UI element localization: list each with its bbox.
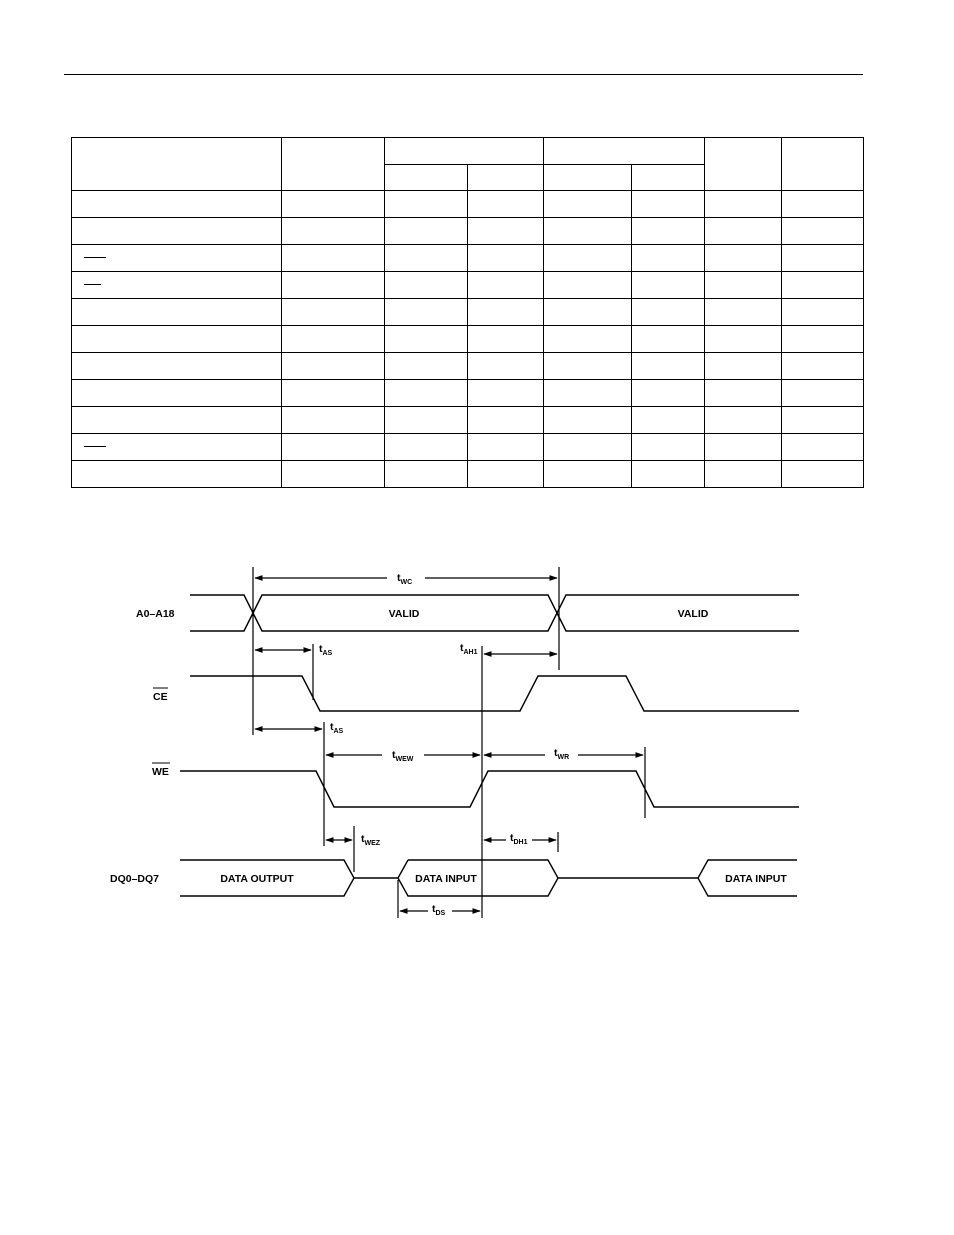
table-cell — [632, 218, 705, 245]
table-cell — [72, 461, 282, 488]
ac-characteristics-table — [71, 137, 864, 488]
table-cell — [72, 380, 282, 407]
table-cell — [468, 299, 544, 326]
table-cell — [385, 245, 468, 272]
table-cell — [468, 272, 544, 299]
table-cell — [468, 218, 544, 245]
table-cell — [705, 353, 782, 380]
table-cell — [632, 272, 705, 299]
table-cell — [705, 434, 782, 461]
table-header-cell — [705, 138, 782, 191]
timing-label-tdh1: $t_{DH1}$ — [510, 832, 528, 846]
table-row — [72, 434, 864, 461]
table-cell — [385, 380, 468, 407]
timing-arrows — [255, 578, 643, 911]
table-cell — [282, 353, 385, 380]
table-cell — [782, 461, 864, 488]
table-cell — [72, 218, 282, 245]
header-rule — [64, 74, 863, 75]
table-cell — [544, 461, 632, 488]
table-cell — [705, 461, 782, 488]
table-cell — [72, 434, 282, 461]
table-cell — [282, 218, 385, 245]
table-header-cell — [72, 138, 282, 191]
table-row — [72, 407, 864, 434]
table-cell — [72, 353, 282, 380]
table-header-cell — [468, 165, 544, 191]
table-cell — [282, 407, 385, 434]
table-cell — [632, 245, 705, 272]
table-cell — [705, 218, 782, 245]
overbar-mark — [84, 257, 106, 258]
table-cell — [385, 218, 468, 245]
table-cell — [632, 407, 705, 434]
table-cell — [72, 407, 282, 434]
table-cell — [385, 191, 468, 218]
data-input-label: DATA INPUT — [415, 873, 477, 885]
table-cell — [282, 380, 385, 407]
table-cell — [782, 326, 864, 353]
table-cell — [782, 191, 864, 218]
table-cell — [72, 299, 282, 326]
table-row — [72, 353, 864, 380]
table-header-cell — [544, 165, 632, 191]
table-cell — [632, 434, 705, 461]
address-valid-label: VALID — [677, 608, 709, 620]
table-cell — [632, 380, 705, 407]
data-input-label: DATA INPUT — [725, 873, 787, 885]
table-cell — [468, 380, 544, 407]
table-row — [72, 272, 864, 299]
table-row — [72, 299, 864, 326]
timing-label-twez: $t_{WEZ}$ — [361, 833, 381, 847]
we-waveform — [180, 771, 799, 807]
table-cell — [72, 326, 282, 353]
table-cell — [544, 299, 632, 326]
overbar-mark — [84, 284, 101, 285]
table-cell — [385, 353, 468, 380]
table-row — [72, 218, 864, 245]
table-cell — [282, 434, 385, 461]
table-cell — [468, 353, 544, 380]
table-cell — [72, 272, 282, 299]
table-cell — [544, 326, 632, 353]
signal-label-address: A0–A18 — [136, 608, 175, 620]
table-cell — [72, 245, 282, 272]
table-cell — [544, 245, 632, 272]
table-header-cell — [282, 138, 385, 191]
table-cell — [282, 245, 385, 272]
table-header-cell — [782, 138, 864, 191]
table-cell — [385, 326, 468, 353]
table-cell — [385, 299, 468, 326]
table-cell — [282, 299, 385, 326]
table-cell — [544, 434, 632, 461]
table-cell — [468, 191, 544, 218]
timing-label-twew: $t_{WEW}$ — [392, 749, 414, 763]
signal-label-we: WE — [152, 766, 169, 778]
signal-label-dq: DQ0–DQ7 — [110, 873, 160, 885]
table-cell — [782, 380, 864, 407]
table-cell — [72, 191, 282, 218]
table-header-cell — [385, 165, 468, 191]
write-cycle-timing-diagram — [0, 540, 954, 940]
table-row — [72, 191, 864, 218]
timing-reference-lines — [253, 567, 645, 918]
table-row — [72, 461, 864, 488]
table-cell — [544, 407, 632, 434]
table-cell — [705, 272, 782, 299]
table-cell — [544, 272, 632, 299]
table-cell — [282, 191, 385, 218]
table-cell — [782, 218, 864, 245]
ce-waveform — [190, 676, 799, 711]
table-header-row — [72, 138, 864, 165]
table-row — [72, 245, 864, 272]
table-cell — [468, 434, 544, 461]
table-header-cell — [385, 138, 544, 165]
table-cell — [705, 299, 782, 326]
timing-label-twc: $t_{WC}$ — [397, 572, 413, 586]
table-cell — [468, 326, 544, 353]
table-cell — [632, 191, 705, 218]
table-header-cell — [544, 138, 705, 165]
timing-label-tas: $t_{AS}$ — [330, 721, 344, 735]
table-cell — [385, 272, 468, 299]
table-row — [72, 326, 864, 353]
table-cell — [282, 461, 385, 488]
overbar-mark — [84, 446, 106, 447]
timing-label-twr: $t_{WR}$ — [554, 747, 570, 761]
timing-label-tds: $t_{DS}$ — [432, 903, 446, 917]
table-cell — [782, 407, 864, 434]
table-cell — [782, 434, 864, 461]
address-valid-label: VALID — [388, 608, 420, 620]
table-header-cell — [632, 165, 705, 191]
table-cell — [632, 353, 705, 380]
table-cell — [282, 272, 385, 299]
table-cell — [544, 191, 632, 218]
table-cell — [782, 245, 864, 272]
table-cell — [468, 407, 544, 434]
table-cell — [544, 380, 632, 407]
table-cell — [782, 272, 864, 299]
table-cell — [282, 326, 385, 353]
table-cell — [544, 218, 632, 245]
table-cell — [468, 461, 544, 488]
timing-label-tas: $t_{AS}$ — [319, 643, 333, 657]
table-cell — [544, 353, 632, 380]
table-cell — [385, 461, 468, 488]
table-cell — [468, 245, 544, 272]
table-cell — [705, 326, 782, 353]
table-cell — [632, 299, 705, 326]
table-cell — [632, 326, 705, 353]
timing-label-tah1: $t_{AH1}$ — [460, 642, 478, 656]
table-row — [72, 380, 864, 407]
table-cell — [632, 461, 705, 488]
data-output-label: DATA OUTPUT — [220, 873, 294, 885]
signal-label-ce: CE — [153, 691, 168, 703]
table-cell — [705, 407, 782, 434]
table-cell — [385, 434, 468, 461]
table-cell — [705, 191, 782, 218]
table-cell — [705, 245, 782, 272]
table-cell — [782, 299, 864, 326]
table-cell — [782, 353, 864, 380]
table-cell — [705, 380, 782, 407]
table-cell — [385, 407, 468, 434]
